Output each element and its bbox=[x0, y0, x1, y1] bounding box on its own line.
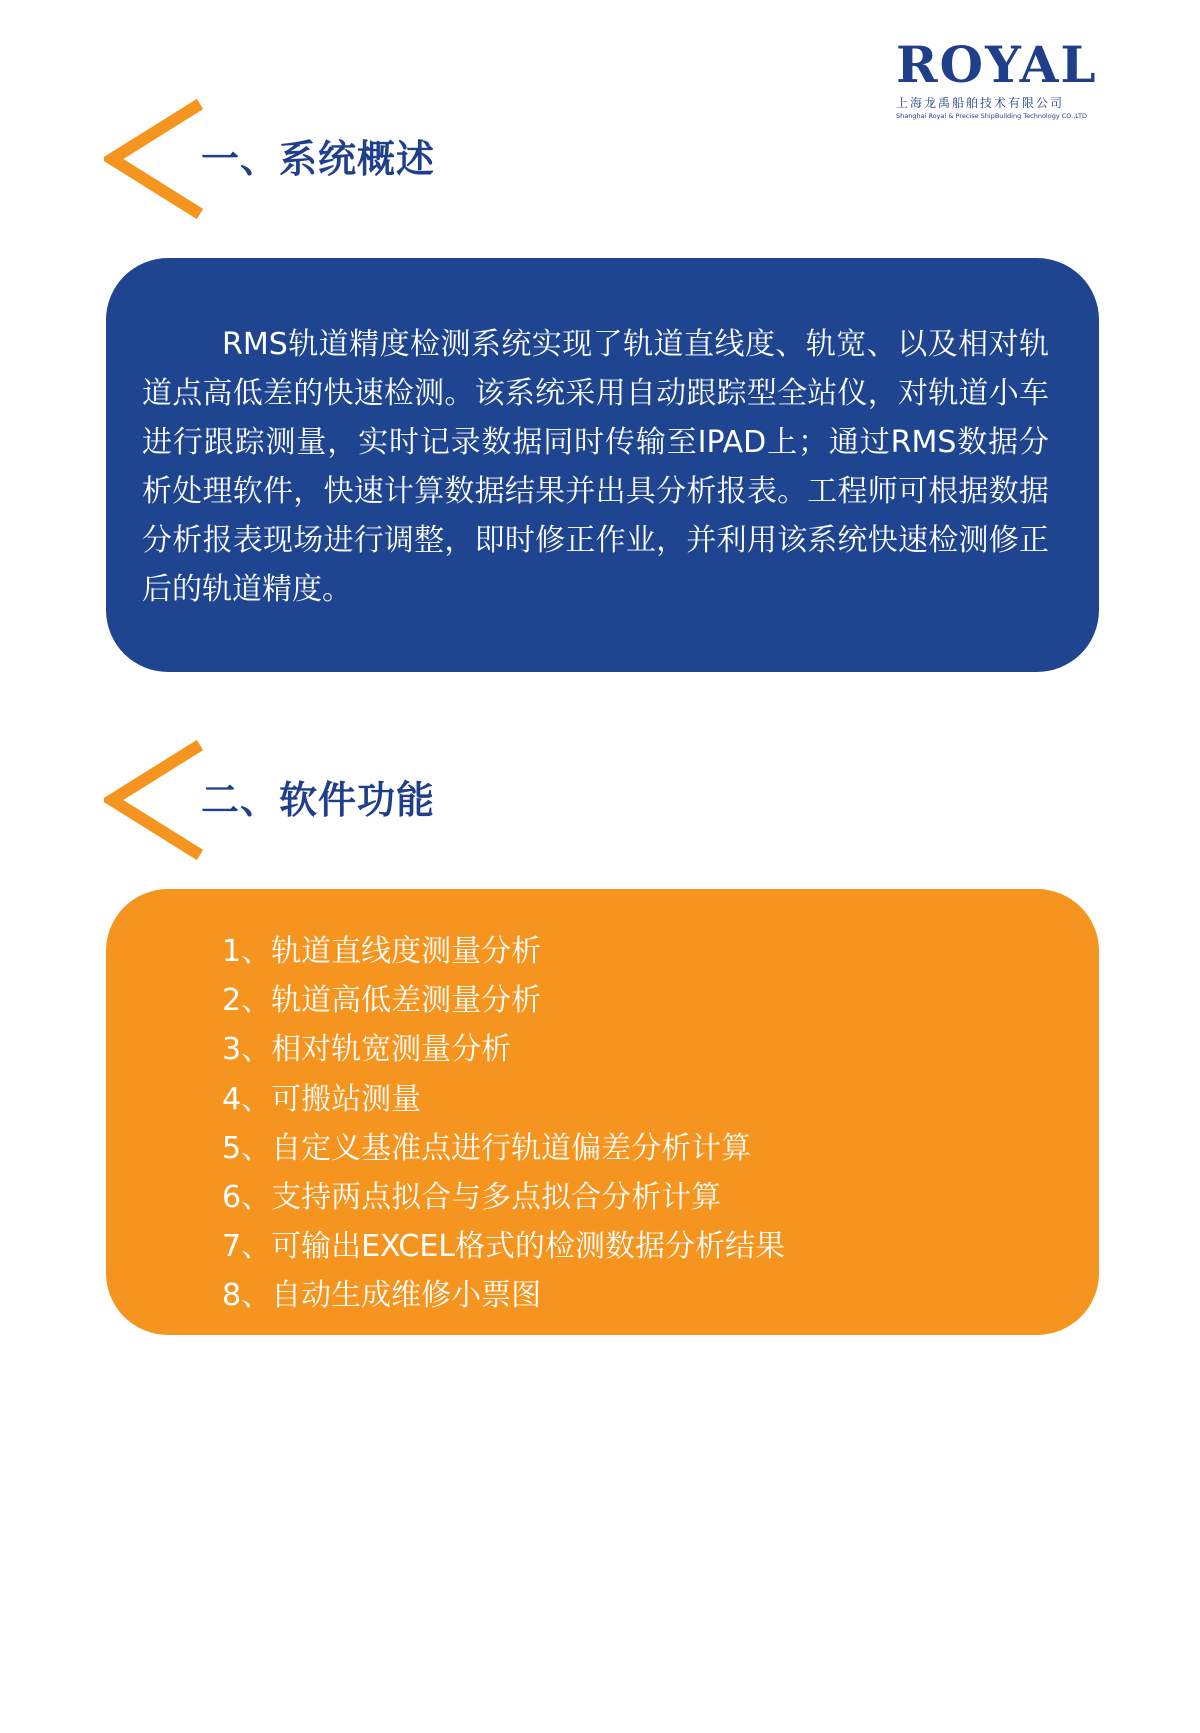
overview-card bbox=[106, 258, 1099, 672]
section-heading-overview bbox=[104, 96, 604, 226]
feature-item-1: 1、轨道直线度测量分析 bbox=[222, 934, 542, 969]
section-heading-features bbox=[104, 737, 604, 867]
feature-item-5: 5、自定义基准点进行轨道偏差分析计算 bbox=[222, 1130, 752, 1166]
feature-list bbox=[222, 927, 1059, 1321]
section-title-overview: 一、系统概述 bbox=[201, 137, 436, 181]
feature-item-4: 4、可搬站测量 bbox=[222, 1081, 422, 1117]
chevron-decor-icon bbox=[104, 96, 204, 226]
logo-wordmark: ROYAL bbox=[896, 35, 1098, 94]
feature-item-2: 2、轨道高低差测量分析 bbox=[222, 983, 542, 1019]
features-card bbox=[106, 889, 1099, 1335]
section-title-features: 二、软件功能 bbox=[201, 778, 436, 822]
feature-item-7: 7、可输出EXCEL格式的检测数据分析结果 bbox=[222, 1229, 786, 1265]
feature-item-8: 8、自动生成维修小票图 bbox=[222, 1278, 542, 1314]
feature-item-6: 6、支持两点拟合与多点拟合分析计算 bbox=[222, 1180, 722, 1216]
logo-english-name: Shanghai Royal & Precise ShipBuilding Technology CO.,LTD bbox=[896, 112, 1087, 120]
feature-item-3: 3、相对轨宽测量分析 bbox=[222, 1032, 512, 1068]
company-logo bbox=[896, 35, 1098, 120]
logo-chinese-name: 上海龙禹船舶技术有限公司 bbox=[896, 96, 1065, 110]
overview-paragraph: RMS轨道精度检测系统实现了轨道直线度、轨宽、以及相对轨道点高低差的快速检测。该系统采用自动跟踪型全站仪，对轨道小车进行跟踪测量，实时记录数据同时传输至IPAD上；通过RMS数据分析处理软件，快速计算数据结果并出具分析报表。工程师可根据数据分析报表现场进行调整，即时修正作业，并利用该系统快速检测修正后的轨道精度。 bbox=[142, 327, 1049, 607]
chevron-decor-icon bbox=[104, 737, 204, 867]
